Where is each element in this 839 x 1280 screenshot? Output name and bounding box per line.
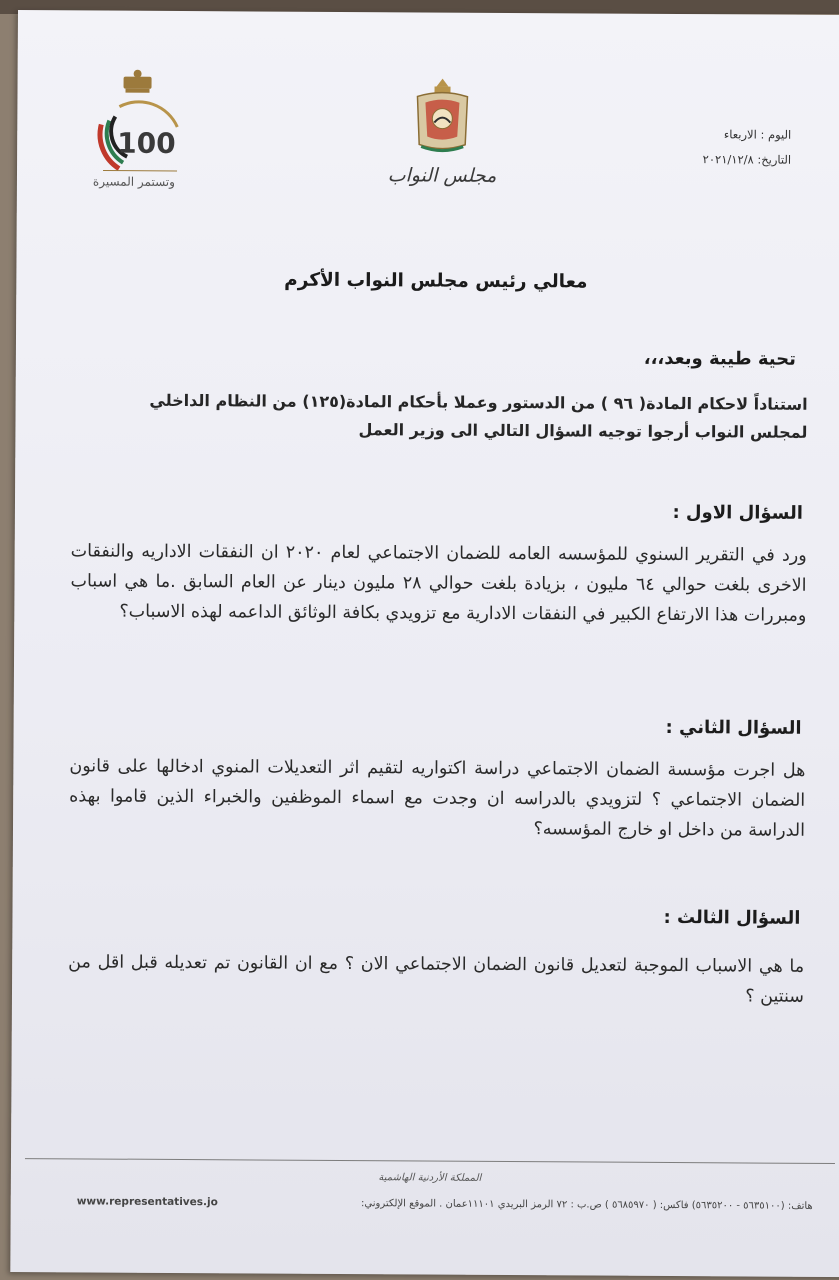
question-2-body: هل اجرت مؤسسة الضمان الاجتماعي دراسة اكتواريه لتقيم اثر التعديلات المنوي ادخالها على قانون الضمان الاجتماعي ؟ لتزويدي بالدراسه ان وجدت مع اسماء الموظفين والخبراء الذين قاموا بهذه الدراسة من داخل او خارج المؤسسه؟ bbox=[69, 756, 806, 841]
footer-contact: هاتف: (٥٦٣٥١٠٠ - ٥٦٣٥٢٠٠) فاكس: ( ٥٦٨٥٩٧٠ ) ص.ب : ٧٢ الرمز البريدي ١١١٠١عمان . الموقع الإلكتروني: bbox=[361, 1198, 813, 1212]
council-name: مجلس النواب bbox=[387, 164, 497, 187]
centennial-logo bbox=[79, 66, 200, 197]
website-link[interactable]: www.representatives.jo bbox=[76, 1195, 218, 1209]
intro-line-2: لمجلس النواب أرجوا توجيه السؤال التالي الى وزير العمل bbox=[358, 420, 808, 442]
question-3-body: ما هي الاسباب الموجبة لتعديل قانون الضمان الاجتماعي الان ؟ مع ان القانون تم تعديله قبل اقل من سنتين ؟ bbox=[68, 952, 805, 1007]
footer-seal-text: المملكة الأردنية الهاشمية bbox=[378, 1172, 482, 1184]
letter-date: التاريخ: ٢٠٢١/١٢/٨ bbox=[702, 152, 792, 167]
addressee-heading: معالي رئيس مجلس النواب الأكرم bbox=[284, 269, 588, 293]
logo-caption: وتستمر المسيرة bbox=[92, 174, 175, 189]
greeting: تحية طيبة وبعد،،، bbox=[643, 347, 796, 370]
question-1-title: السؤال الاول : bbox=[672, 502, 804, 524]
question-2-title: السؤال الثاني : bbox=[665, 716, 802, 739]
logo-number: 100 bbox=[117, 126, 176, 160]
date-block bbox=[591, 122, 791, 173]
intro-line-1: استناداً لاحكام المادة( ٩٦ ) من الدستور وعملا بأحكام المادة(١٢٥) من النظام الداخلي bbox=[149, 390, 808, 414]
coat-of-arms-icon bbox=[407, 74, 477, 154]
intro-paragraph bbox=[87, 386, 807, 446]
question-1-body: ورد في التقرير السنوي للمؤسسه العامه للضمان الاجتماعي لعام ٢٠٢٠ ان النفقات الاداريه والنفقات الاخرى بلغت حوالي ٦٤ مليون ، بزيادة بلغت حوالي ٢٨ مليون دينار عن العام السابق .ما هي اسباب ومبررات هذا الارتفاع الكبير في النفقات الادارية مع تزويدي بكافة الوثائق الداعمه لهذه الاسباب؟ bbox=[70, 541, 807, 626]
footer-divider bbox=[25, 1158, 835, 1164]
letter-page bbox=[10, 10, 839, 1277]
question-3-title: السؤال الثالث : bbox=[663, 906, 801, 929]
letter-day: اليوم : الاربعاء bbox=[723, 127, 792, 142]
